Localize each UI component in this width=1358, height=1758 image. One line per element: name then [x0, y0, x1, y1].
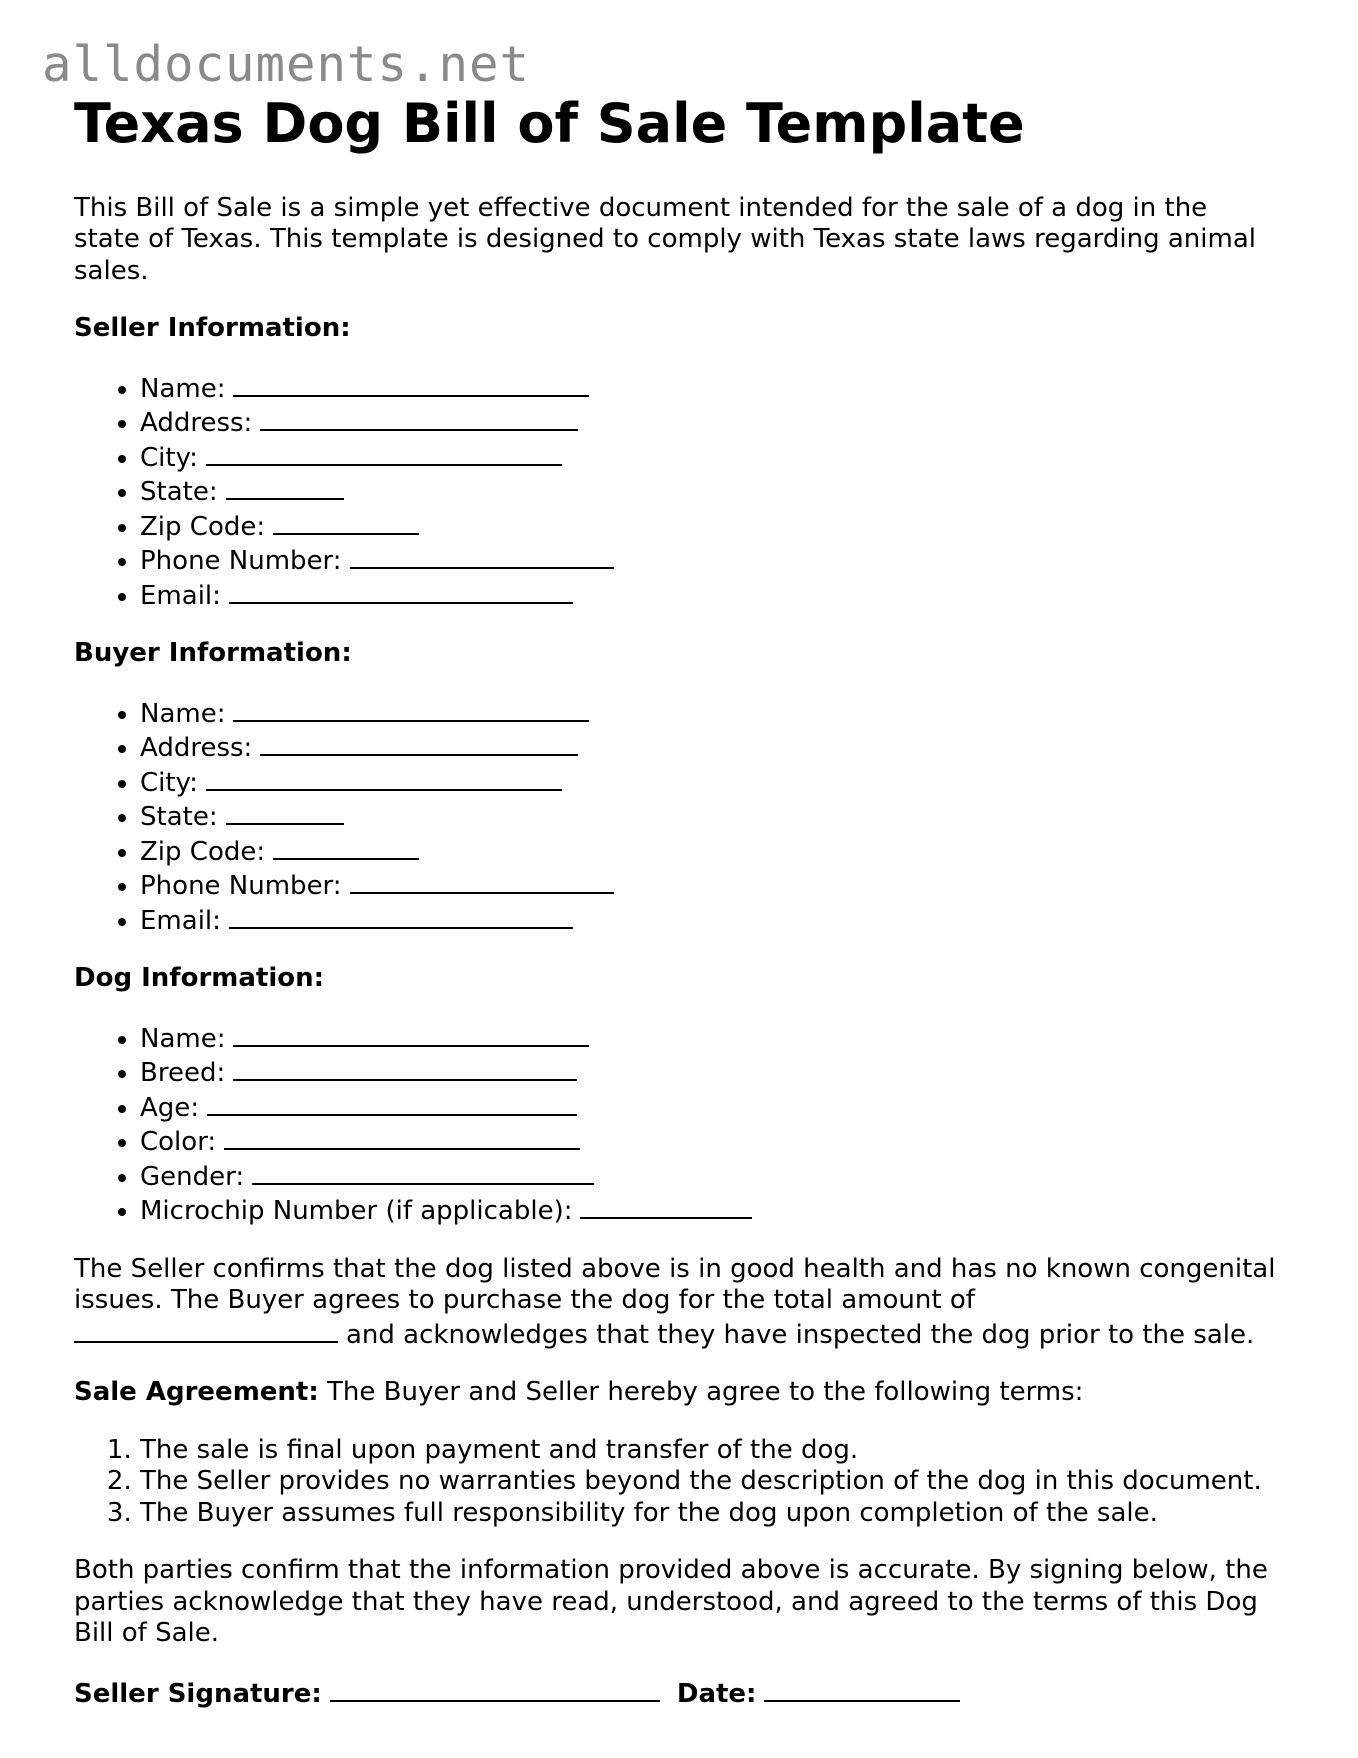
buyer-zip-field: • Zip Code: [140, 834, 1294, 869]
buyer-name-field: • Name: [140, 696, 1294, 731]
buyer-phone-field: • Phone Number: [140, 868, 1294, 903]
buyer-email-blank[interactable] [229, 903, 573, 929]
buyer-email-field: • Email: [140, 903, 1294, 938]
seller-name-blank[interactable] [233, 371, 589, 397]
seller-city-blank[interactable] [206, 440, 562, 466]
buyer-state-blank[interactable] [226, 799, 344, 825]
seller-state-field: • State: [140, 474, 1294, 509]
dog-gender-blank[interactable] [252, 1159, 594, 1185]
seller-address-field: • Address: [140, 405, 1294, 440]
seller-state-blank[interactable] [226, 474, 344, 500]
buyer-fields [74, 696, 1294, 938]
buyer-phone-blank[interactable] [350, 868, 614, 894]
buyer-city-field: • City: [140, 765, 1294, 800]
dog-breed-blank[interactable] [233, 1055, 577, 1081]
buyer-state-field: • State: [140, 799, 1294, 834]
dog-age-field: • Age: [140, 1090, 1294, 1125]
seller-city-field: • City: [140, 440, 1294, 475]
buyer-city-blank[interactable] [206, 765, 562, 791]
seller-signature-label: Seller Signature: [74, 1678, 322, 1709]
intro-paragraph: This Bill of Sale is a simple yet effective document intended for the sale of a dog in the state of Texas. This template is designed to comply with Texas state laws regarding animal sales. [74, 192, 1256, 286]
dog-heading: Dog Information: [74, 963, 325, 994]
watermark: alldocuments.net [42, 36, 531, 93]
buyer-name-blank[interactable] [233, 696, 589, 722]
seller-email-field: • Email: [140, 578, 1294, 613]
dog-name-blank[interactable] [233, 1021, 589, 1047]
seller-signature-blank[interactable] [330, 1676, 660, 1702]
buyer-address-blank[interactable] [260, 730, 578, 756]
term-item: 1. The sale is final upon payment and transfer of the dog. [140, 1435, 1294, 1467]
sale-agreement-label: Sale Agreement: [74, 1377, 319, 1408]
dog-age-blank[interactable] [207, 1090, 577, 1116]
dog-color-blank[interactable] [224, 1124, 580, 1150]
sale-agreement-paragraph [74, 1377, 1294, 1409]
seller-zip-field: • Zip Code: [140, 509, 1294, 544]
dog-name-field: • Name: [140, 1021, 1294, 1056]
signature-line [74, 1676, 1294, 1711]
dog-microchip-blank[interactable] [580, 1193, 752, 1219]
dog-gender-field: • Gender: [140, 1159, 1294, 1194]
dog-color-field: • Color: [140, 1124, 1294, 1159]
dog-breed-field: • Breed: [140, 1055, 1294, 1090]
seller-phone-field: • Phone Number: [140, 543, 1294, 578]
document-page [74, 92, 1294, 1710]
date-label: Date: [676, 1678, 757, 1709]
term-item: 3. The Buyer assumes full responsibility for the dog upon completion of the sale. [140, 1498, 1294, 1530]
seller-zip-blank[interactable] [273, 509, 419, 535]
total-amount-blank[interactable] [74, 1317, 338, 1343]
date-blank[interactable] [764, 1676, 960, 1702]
seller-fields [74, 371, 1294, 613]
term-item: 2. The Seller provides no warranties beyond the description of the dog in this document. [140, 1466, 1294, 1498]
terms-list [74, 1435, 1294, 1530]
seller-heading: Seller Information: [74, 313, 351, 344]
buyer-heading: Buyer Information: [74, 638, 352, 669]
page-title: Texas Dog Bill of Sale Template [74, 92, 1025, 155]
dog-fields [74, 1021, 1294, 1228]
sale-agreement-text: The Buyer and Seller hereby agree to the following terms: [327, 1377, 1084, 1408]
dog-microchip-field: • Microchip Number (if applicable): [140, 1193, 1294, 1228]
seller-email-blank[interactable] [229, 578, 573, 604]
buyer-zip-blank[interactable] [273, 834, 419, 860]
confirmation-paragraph: The Seller confirms that the dog listed above is in good health and has no known congenital issues. The Buyer agrees to purchase the dog for the total amount of and acknowledges that they have inspected the dog prior to the sale. [74, 1253, 1276, 1350]
seller-phone-blank[interactable] [350, 543, 614, 569]
seller-address-blank[interactable] [260, 405, 578, 431]
buyer-address-field: • Address: [140, 730, 1294, 765]
closing-paragraph: Both parties confirm that the information provided above is accurate. By signing below, the parties acknowledge that they have read, understood, and agreed to the terms of this Dog Bill of Sale. [74, 1555, 1268, 1649]
seller-name-field: • Name: [140, 371, 1294, 406]
